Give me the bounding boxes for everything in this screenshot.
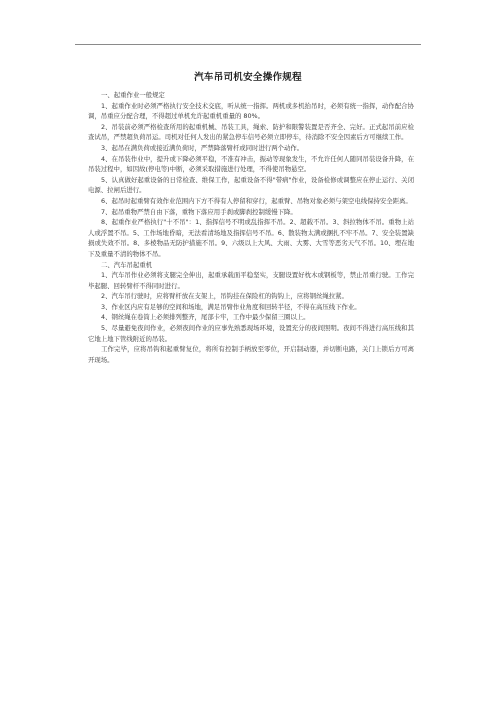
paragraph: 4、在吊装作业中，提升或下降必须平稳，不准有冲击，振动等现象发生，不允许任何人随同吊装设备升降，在吊装过程中，如因故(停电等)中断，必须采取措施进行处理，不得使吊物悬空。 — [88, 154, 414, 174]
paragraph: 1、起重作业时必须严格执行安全技术交底，听从统一指挥。两机或多机抬吊时，必须有统一指挥，动作配合协调，吊重应分配合理，不得超过单机允许起重机重量的 80%。 — [88, 101, 414, 121]
paragraph: 1、汽车吊作业必须将支腿完全伸出，起重承载面平稳坚实，支腿设置好枕木或钢板等，禁止吊重行驶。工作完毕起腿、回转臂杆不得同时进行。 — [88, 271, 414, 290]
section-heading-truck-crane: 二、汽车吊起重机 — [101, 260, 153, 269]
paragraph: 6、起吊时起重臂有效作业范围内下方不得有人停留和穿行，起重臂、吊物对象必须与架空电线保持安全距离。 — [101, 196, 412, 205]
paragraph: 3、起吊在满负荷或接近满负荷时，严禁降落臂杆或同时进行两个动作。 — [101, 143, 304, 152]
paragraph: 2、吊装前必须严格检查所用的起重机械、吊装工具，绳索、防护和限警装置是否齐全、完好。正式起吊前应检查试吊，严禁超负荷吊运。司机对任何人发出的紧急停车信号必须立即停车，待消除不安全因素后方可继续工作。 — [88, 122, 414, 142]
section-heading-general: 一、起重作业一般规定 — [101, 91, 165, 99]
header-divider — [75, 44, 421, 45]
paragraph: 7、起吊重物严禁自由下落，重物下落应用手刹或脚刹控制缓慢下降。 — [101, 207, 297, 216]
document-body — [88, 90, 414, 365]
paragraph: 5、尽量避免夜间作业，必须夜间作业的应事先熟悉现场环境，设置充分的夜间照明。夜间不得进行高压线和其它地上地下管线附近的吊装。 — [88, 324, 414, 343]
paragraph: 8、起重作业严格执行"十不吊"：1、指挥信号不明或乱指挥不吊。2、超载不吊。3、斜拉物体不吊。重物上站人或浮置不吊。5、工作场地昏暗，无法看清场地及指挥信号不吊。6、散装物太满或捆扎不牢不吊。7、安全装置缺损或失效不吊。8、多棱物品无防护措施不吊。9、六级以上大风、大雨、大雾、大雪等恶劣天气不吊。10、埋在地下及重量不清的物体不吊。 — [88, 218, 414, 258]
page-title: 汽车吊司机安全操作规程 — [194, 72, 302, 83]
paragraph: 5、认真做好起重设备的日常检查、维保工作，起重设备不得"带病"作业，设备检修或调整应在停止运行、关闭电源、拉闸后进行。 — [88, 175, 414, 195]
paragraph: 工作完毕，应将吊钩和起重臂复位，将所有控制手柄放至零位，开启制动器，并切断电路，关门上锁后方可离开现场。 — [88, 345, 414, 364]
paragraph: 4、钢丝绳在卷筒上必须排列整齐，尾部卡牢，工作中最少保留三圈以上。 — [101, 313, 310, 322]
paragraph: 2、汽车吊行驶时，应将臂杆放在支架上，吊钩挂在保险杠的钩钩上，应将钢丝绳拉紧。 — [101, 292, 348, 301]
paragraph: 3、作业区内应有足够的空间和场地，满足吊臂作业角度和回转半径，不得在高压线下作业。 — [101, 302, 361, 311]
